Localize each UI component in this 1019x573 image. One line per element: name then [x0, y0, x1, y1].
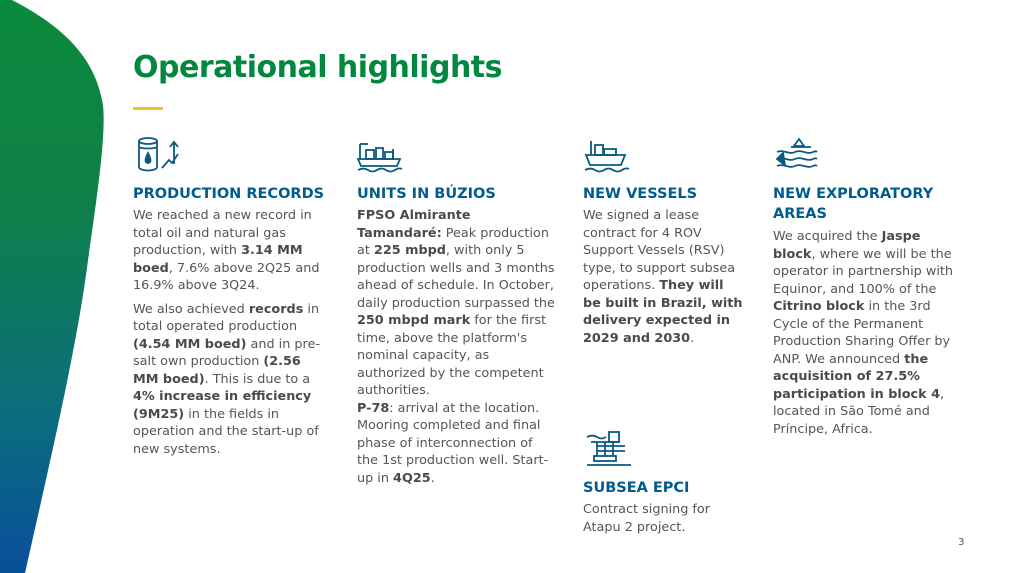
fpso-platform-icon: [356, 135, 404, 175]
subsea-structure-icon: [585, 428, 633, 468]
section-heading-buzios: UNITS IN BÚZIOS: [357, 186, 496, 202]
paragraph: We acquired the Jaspe block, where we will be the operator in partnership with Equinor, and 100% of the Citrino block in the 3rd Cycle of the Permanent Production Sharing Offer by ANP. We announced the acquisition of 27.5% participation in block 4, located in São Tomé and Príncipe, Africa.: [773, 229, 953, 437]
section-body-production: [133, 207, 323, 458]
page-title: Operational highlights: [133, 50, 502, 85]
section-heading-subsea: SUBSEA EPCI: [583, 480, 690, 496]
paragraph: We reached a new record in total oil and natural gas production, with 3.14 MM boed, 7.6% above 2Q25 and 16.9% above 3Q24.: [133, 208, 320, 293]
support-vessel-icon: [583, 135, 631, 175]
oil-barrel-growth-icon: [136, 134, 184, 174]
section-heading-exploratory: NEW EXPLORATORY AREAS: [773, 186, 934, 222]
page-number: 3: [958, 537, 965, 548]
paragraph: We signed a lease contract for 4 ROV Support Vessels (RSV) type, to support subsea operations. They will be built in Brazil, with delivery expected in 2029 and 2030.: [583, 208, 743, 346]
paragraph: FPSO Almirante Tamandaré: Peak production at 225 mbpd, with only 5 production wells and 3 months ahead of schedule. In October, daily production surpassed the 250 mbpd mark for the first time, above the platform's nominal capacity, as authorized by the competent authorities.: [357, 208, 555, 398]
section-body-vessels: [583, 207, 743, 347]
title-accent-bar: [133, 107, 163, 110]
section-body-buzios: [357, 207, 557, 487]
paragraph: P-78: arrival at the location. Mooring completed and final phase of interconnection of the 1st production well. Start-up in 4Q25.: [357, 400, 549, 486]
section-heading-production: PRODUCTION RECORDS: [133, 186, 325, 202]
paragraph: We also achieved records in total operated production (4.54 MM boed) and in pre-salt own production (2.56 MM boed). This is due to a 4% increase in efficiency (9M25) in the fields in operation and the start-up of new systems.: [133, 301, 320, 457]
section-heading-vessels: NEW VESSELS: [583, 186, 698, 202]
exploration-waves-icon: [773, 135, 821, 175]
section-body-subsea: [583, 501, 743, 536]
section-body-exploratory: [773, 228, 965, 438]
left-gradient-band: [0, 0, 130, 573]
paragraph: Contract signing for Atapu 2 project.: [583, 502, 711, 535]
